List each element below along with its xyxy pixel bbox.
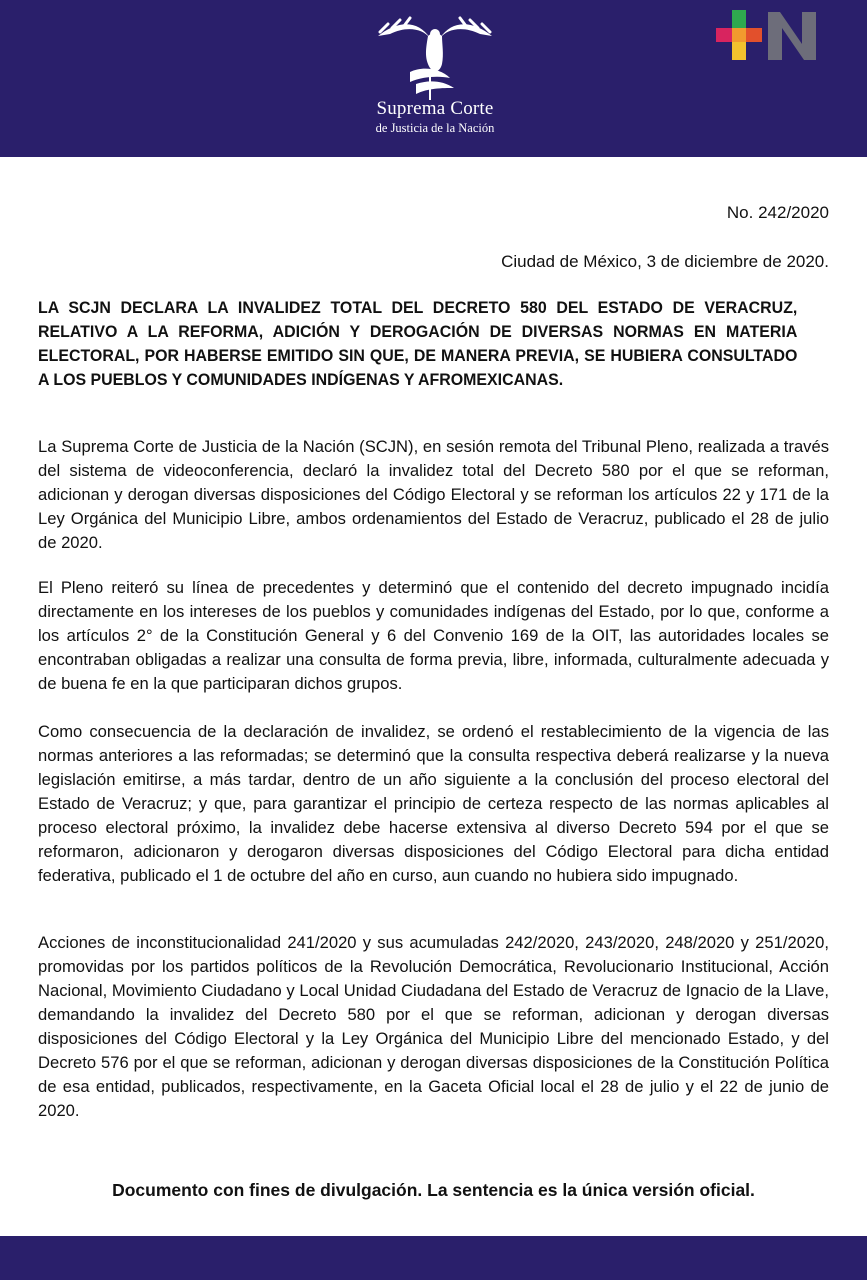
plus-n-brand-icon [716, 10, 820, 62]
footer-band [0, 1236, 867, 1280]
body-paragraph: Acciones de inconstitucionalidad 241/2020 y sus acumuladas 242/2020, 243/2020, 248/2020 y 251/2020, promovidas por los partidos políticos de la Revolución Democrática, Revolucionario Institucional, Acción Nacional, Movimiento Ciudadano y Local Unidad Ciudadana del Estado de Veracruz de Ignacio de la Llave, demandando la invalidez del Decreto 580 por el que se reforman, adicionan y derogan diversas disposiciones del Código Electoral y la Ley Orgánica del Municipio Libre del mencionado Estado, y del Decreto 576 por el que se reforman, adicionan y derogan diversas disposiciones de la Constitución Política de esa entidad, publicados, respectivamente, en la Gaceta Oficial local el 28 de julio y el 22 de junio de 2020. [38, 933, 829, 1120]
header-band [0, 0, 867, 157]
footer-disclaimer: Documento con fines de divulgación. La sentencia es la única versión oficial. [112, 1180, 755, 1200]
document-number: No. 242/2020 [726, 203, 829, 222]
eagle-emblem-icon [370, 14, 500, 104]
document-headline: LA SCJN DECLARA LA INVALIDEZ TOTAL DEL DECRETO 580 DEL ESTADO DE VERACRUZ, RELATIVO A LA REFORMA, ADICIÓN Y DEROGACIÓN DE DIVERSAS NORMAS EN MATERIA ELECTORAL, POR HABERSE EMITIDO SIN QUE, DE MANERA PREVIA, SE HUBIERA CONSULTADO A LOS PUEBLOS Y COMUNIDADES INDÍGENAS Y AFROMEXICANAS. [38, 298, 798, 389]
body-paragraph: La Suprema Corte de Justicia de la Nación (SCJN), en sesión remota del Tribunal Pleno, realizada a través del sistema de videoconferencia, declaró la invalidez total del Decreto 580 por el que se reforman, adicionan y derogan diversas disposiciones del Código Electoral y se reforman los artículos 22 y 171 de la Ley Orgánica del Municipio Libre, ambos ordenamientos del Estado de Veracruz, publicado el 28 de julio de 2020. [38, 437, 829, 552]
logo-title: Suprema Corte [376, 98, 494, 119]
body-paragraph: Como consecuencia de la declaración de invalidez, se ordenó el restablecimiento de la vigencia de las normas anteriores a las reformadas; se determinó que la consulta respectiva deberá realizarse y la nueva legislación emitirse, a más tardar, dentro de un año siguiente a la conclusión del proceso electoral del Estado de Veracruz; y que, para garantizar el principio de certeza respecto de las normas aplicables al proceso electoral próximo, la invalidez debe hacerse extensiva al diverso Decreto 594 por el que se reformaron, adicionaron y derogaron diversas disposiciones del Código Electoral para dicha entidad federativa, publicado el 1 de octubre del año en curso, aun cuando no hubiera sido impugnado. [38, 722, 829, 885]
logo-subtitle: de Justicia de la Nación [375, 121, 495, 135]
document-date: Ciudad de México, 3 de diciembre de 2020. [501, 252, 829, 271]
body-paragraph: El Pleno reiteró su línea de precedentes y determinó que el contenido del decreto impugnado incidía directamente en los intereses de los pueblos y comunidades indígenas del Estado, por lo que, conforme a los artículos 2° de la Constitución General y 6 del Convenio 169 de la OIT, las autoridades locales se encontraban obligadas a realizar una consulta de forma previa, libre, informada, culturalmente adecuada y de buena fe en la que participaran dichos grupos. [38, 578, 829, 693]
